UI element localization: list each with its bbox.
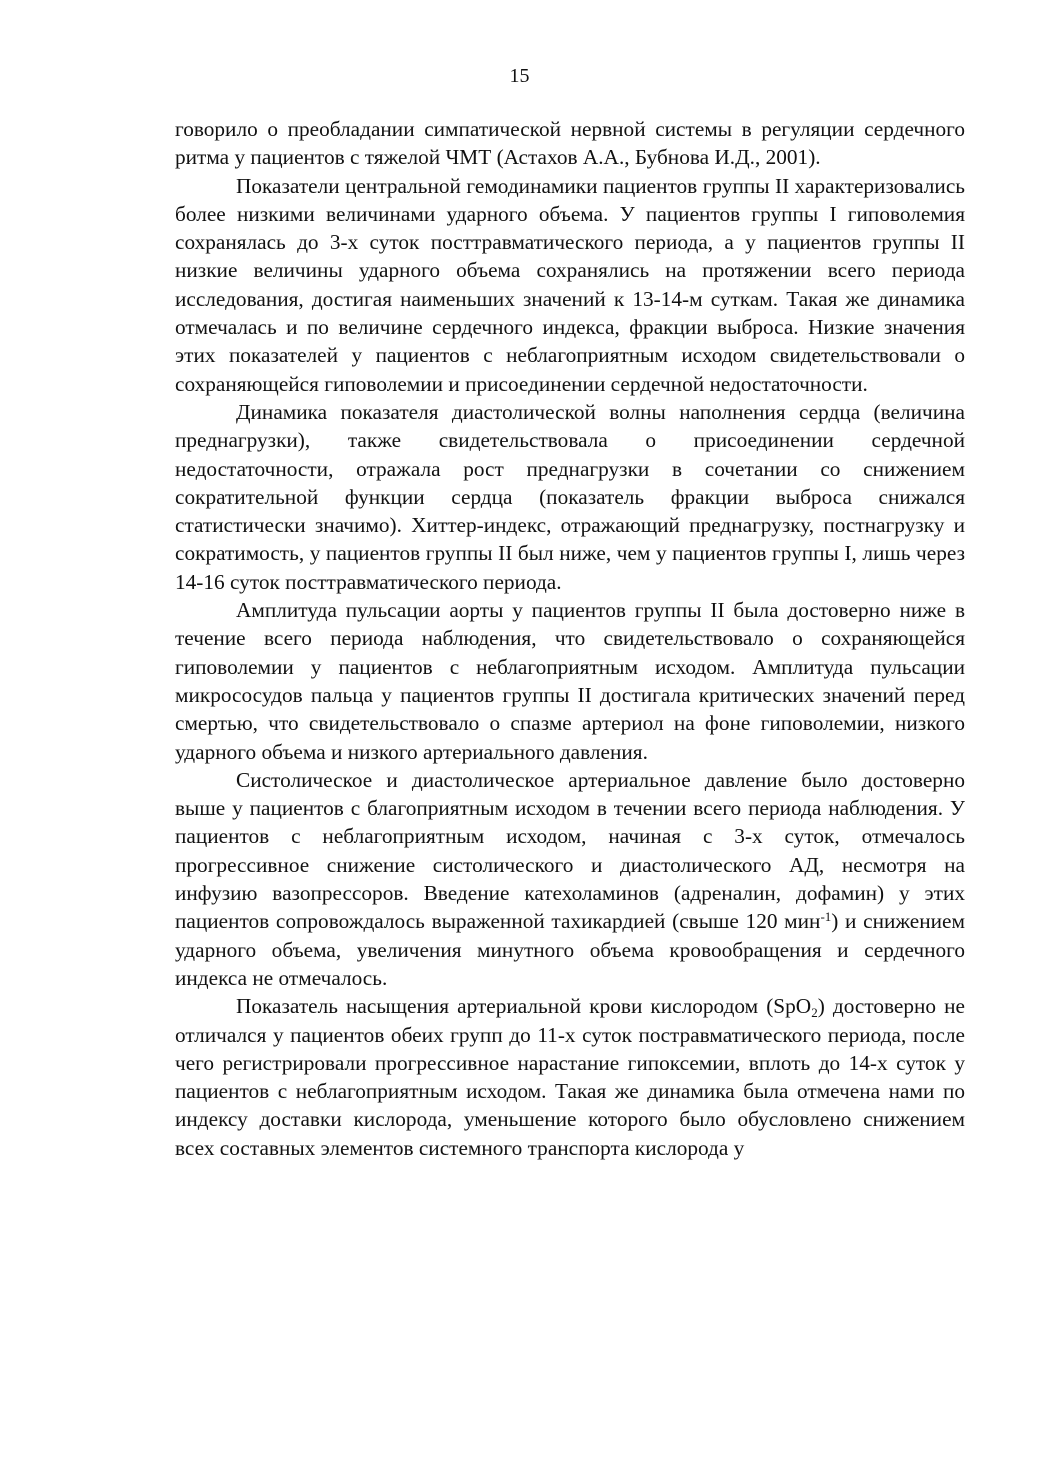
paragraph-5	[175, 766, 965, 992]
paragraph-6	[175, 992, 965, 1162]
paragraph-2: Показатели центральной гемодинамики пациентов группы II характеризовались более низкими величинами ударного объема. У пациентов группы I гиповолемия сохранялась до 3-х суток посттравматического периода, а у пациентов группы II низкие величины ударного объема сохранялись на протяжении всего периода исследования, достигая наименьших значений к 13-14-м суткам. Такая же динамика отмечалась и по величине сердечного индекса, фракции выброса. Низкие значения этих показателей у пациентов с неблагоприятным исходом свидетельствовали о сохраняющейся гиповолемии и присоединении сердечной недостаточности.	[175, 173, 965, 396]
paragraph-4: Амплитуда пульсации аорты у пациентов группы II была достоверно ниже в течение всего периода наблюдения, что свидетельствовало о сохраняющейся гиповолемии у пациентов с неблагоприятным исходом. Амплитуда пульсации микрососудов пальца у пациентов группы II достигала критических значений перед смертью, что свидетельствовало о спазме артериол на фоне гиповолемии, низкого ударного объема и низкого артериального давления.	[175, 598, 965, 764]
paragraph-1: говорило о преобладании симпатической нервной системы в регуляции сердечного ритма у пациентов с тяжелой ЧМТ (Астахов А.А., Бубнова И.Д., 2001).	[175, 117, 965, 170]
paragraph-6-text-before: Показатель насыщения артериальной крови кислородом (SpO	[236, 994, 812, 1019]
superscript-minus-one: -1	[820, 909, 832, 925]
document-body	[175, 115, 965, 1162]
paragraph-5-text-before: Систолическое и диастолическое артериальное давление было достоверно выше у пациентов с благоприятным исходом в течении всего периода наблюдения. У пациентов с неблагоприятным исходом, начиная с 3-х суток, отмечалось прогрессивное снижение систолического и диастолического АД, несмотря на инфузию вазопрессоров. Введение катехоламинов (адреналин, дофамин) у этих пациентов сопровождалось выраженной тахикардией (свыше 120 мин	[175, 767, 965, 934]
paragraph-3: Динамика показателя диастолической волны наполнения сердца (величина преднагрузки), также свидетельствовала о присоединении сердечной недостаточности, отражала рост преднагрузки в сочетании со снижением сократительной функции сердца (показатель фракции выброса снижался статистически значимо). Хиттер-индекс, отражающий преднагрузку, постнагрузку и сократимость, у пациентов группы II был ниже, чем у пациентов группы I, лишь через 14-16 суток посттравматического периода.	[175, 399, 965, 594]
paragraph-6-text-after: ) достоверно не отличался у пациентов обеих групп до 11-х суток поcтравматического периода, после чего регистрировали прогрессивное нарастание гипоксемии, вплоть до 14-х суток у пациентов с неблагоприятным исходом. Такая же динамика была отмечена нами по индексу доставки кислорода, уменьшение которого было обусловлено снижением всех составных элементов системного транспорта кислорода у	[175, 994, 966, 1160]
paragraph-5-text-after: ) и снижением ударного объема, увеличения минутного объема кровообращения и сердечного индекса не отмечалось.	[175, 909, 965, 990]
subscript-two: 2	[811, 1005, 818, 1021]
page-number: 15	[509, 65, 530, 87]
